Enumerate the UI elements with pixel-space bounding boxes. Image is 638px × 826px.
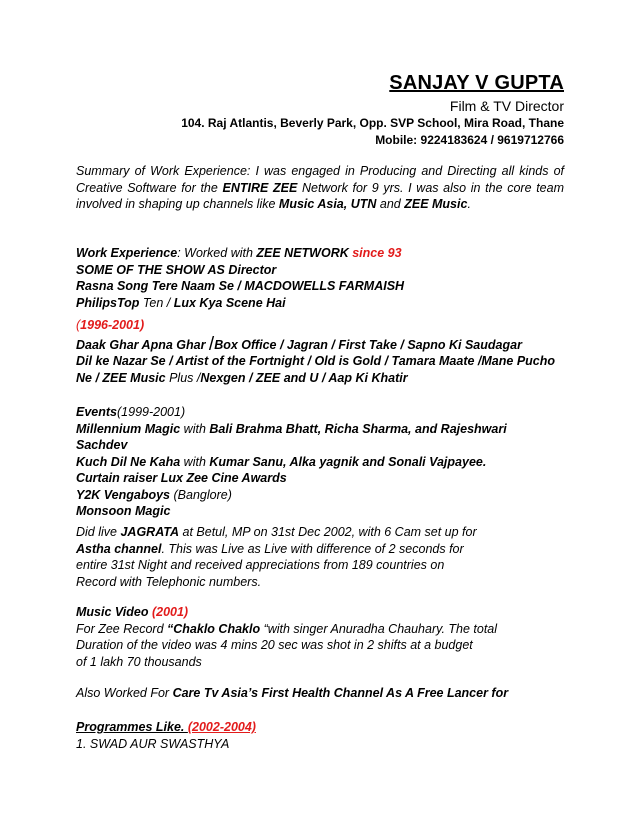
summary-text: Summary of Work Experience: I was engaged in Producing and Directing all kinds of Creative Software for the: [76, 164, 564, 195]
show-title: Plus /: [165, 370, 201, 385]
music-video-line: [76, 621, 576, 638]
music-video-line: of 1 lakh 70 thousands: [76, 654, 202, 669]
since-year: since 93: [348, 246, 402, 260]
event-title: Kuch Dil Ne Kaha: [76, 454, 181, 469]
show-title: Lux Kya Scene Hai: [173, 295, 286, 310]
music-video-line: Duration of the video was 4 mins 20 sec was shot in 2 shifts at a budget: [76, 638, 473, 652]
work-experience-section: [76, 245, 576, 311]
music-video-section: [76, 604, 576, 670]
summary-highlight: ZEE Music: [404, 197, 468, 211]
channel-name: Astha channel: [76, 541, 162, 556]
event-text: with: [180, 421, 210, 436]
network-name: ZEE NETWORK: [256, 246, 349, 260]
jagrata-text: . This was Live as Live with difference of 2 seconds for: [161, 541, 464, 556]
candidate-name: SANJAY V GUPTA: [389, 72, 564, 94]
candidate-mobile: Mobile: 9224183624 / 9619712766: [375, 133, 564, 147]
music-video-heading: [76, 604, 576, 621]
music-video-text: For Zee Record: [76, 621, 168, 636]
event-text: (Banglore): [170, 487, 232, 502]
paren: (: [76, 318, 81, 332]
show-line: Rasna Song Tere Naam Se / MACDOWELLS FARMAISH: [76, 279, 405, 293]
candidate-address: 104. Raj Atlantis, Beverly Park, Opp. SVP School, Mira Road, Thane: [181, 116, 564, 130]
work-experience-line: [76, 245, 576, 262]
summary-text: Network for 9 yrs. I was also in the core team involved in shaping up channels like: [76, 180, 564, 211]
summary-text: .: [467, 197, 471, 211]
work-experience-label: Work Experience: [76, 246, 178, 260]
event-line: Curtain raiser Lux Zee Cine Awards: [76, 471, 287, 485]
show-line: [76, 295, 576, 312]
events-heading: [76, 404, 536, 421]
events-label: Events: [76, 405, 117, 419]
jagrata-line: entire 31st Night and received appreciations from 189 countries on: [76, 558, 445, 572]
summary-highlight: Music Asia, UTN: [278, 197, 377, 211]
event-artists: Kumar Sanu, Alka yagnik and Sonali Vajpayee.: [209, 454, 487, 469]
also-text: Also Worked For: [76, 686, 173, 700]
event-text: with: [180, 454, 210, 469]
jagrata-line: [76, 524, 576, 541]
events-section: [76, 404, 536, 520]
show-title: Ten /: [139, 295, 174, 310]
event-line: [76, 454, 536, 471]
music-video-label: Music Video: [76, 605, 152, 619]
channel-name: Care Tv Asia’s First Health Channel As A Free Lancer for: [172, 686, 509, 700]
song-title: “Chaklo Chaklo: [167, 621, 261, 636]
separator: /: [208, 333, 215, 355]
jagrata-line: [76, 541, 576, 558]
programme-item: 1. SWAD AUR SWASTHYA: [76, 736, 230, 751]
show-title: Box Office / Jagran / First Take / Sapno Ki Saudagar: [214, 337, 522, 352]
show-line: Dil ke Nazar Se / Artist of the Fortnight / Old is Gold / Tamara Maate /Mane Pucho: [76, 354, 556, 368]
period-section: [76, 317, 571, 386]
summary-paragraph: [76, 163, 564, 213]
event-title: Y2K Vengaboys: [76, 487, 171, 502]
show-line: [76, 370, 571, 387]
show-title: PhilipsTop: [76, 295, 140, 310]
event-artists: Bali Brahma Bhatt, Richa Sharma, and Rajeshwari Sachdev: [76, 421, 507, 452]
paren: ): [139, 318, 145, 332]
jagrata-title: JAGRATA: [120, 525, 180, 539]
show-title: Nexgen / ZEE and U / Aap Ki Khatir: [200, 370, 408, 385]
jagrata-section: [76, 524, 576, 590]
programmes-label: Programmes Like.: [76, 720, 188, 734]
show-line: [76, 333, 571, 355]
music-video-text: “with singer Anuradha Chauhary. The total: [260, 621, 498, 636]
programmes-years: (2002-2004): [187, 720, 256, 734]
programmes-section: [76, 719, 576, 752]
event-line: Monsoon Magic: [76, 504, 171, 518]
show-title: Ne / ZEE Music: [76, 370, 166, 385]
shows-heading: SOME OF THE SHOW AS Director: [76, 262, 277, 277]
summary-text: and: [376, 197, 405, 211]
event-line: [76, 421, 536, 454]
jagrata-line: Record with Telephonic numbers.: [76, 574, 262, 589]
jagrata-text: at Betul, MP on 31st Dec 2002, with 6 Cam set up for: [179, 525, 477, 539]
event-line: [76, 487, 536, 504]
also-worked-line: [76, 685, 576, 702]
candidate-role: Film & TV Director: [449, 98, 564, 114]
period-years-value: 1996-2001: [80, 318, 140, 332]
programmes-heading: [76, 719, 576, 736]
event-title: Millennium Magic: [76, 421, 181, 436]
work-intro: : Worked with: [177, 246, 257, 260]
period-years: [76, 317, 571, 334]
summary-highlight: ENTIRE ZEE: [222, 180, 298, 195]
music-video-year: (2001): [151, 605, 189, 619]
events-years: (1999-2001): [117, 405, 186, 419]
jagrata-text: Did live: [76, 525, 121, 539]
show-title: Daak Ghar Apna Ghar: [76, 337, 209, 352]
